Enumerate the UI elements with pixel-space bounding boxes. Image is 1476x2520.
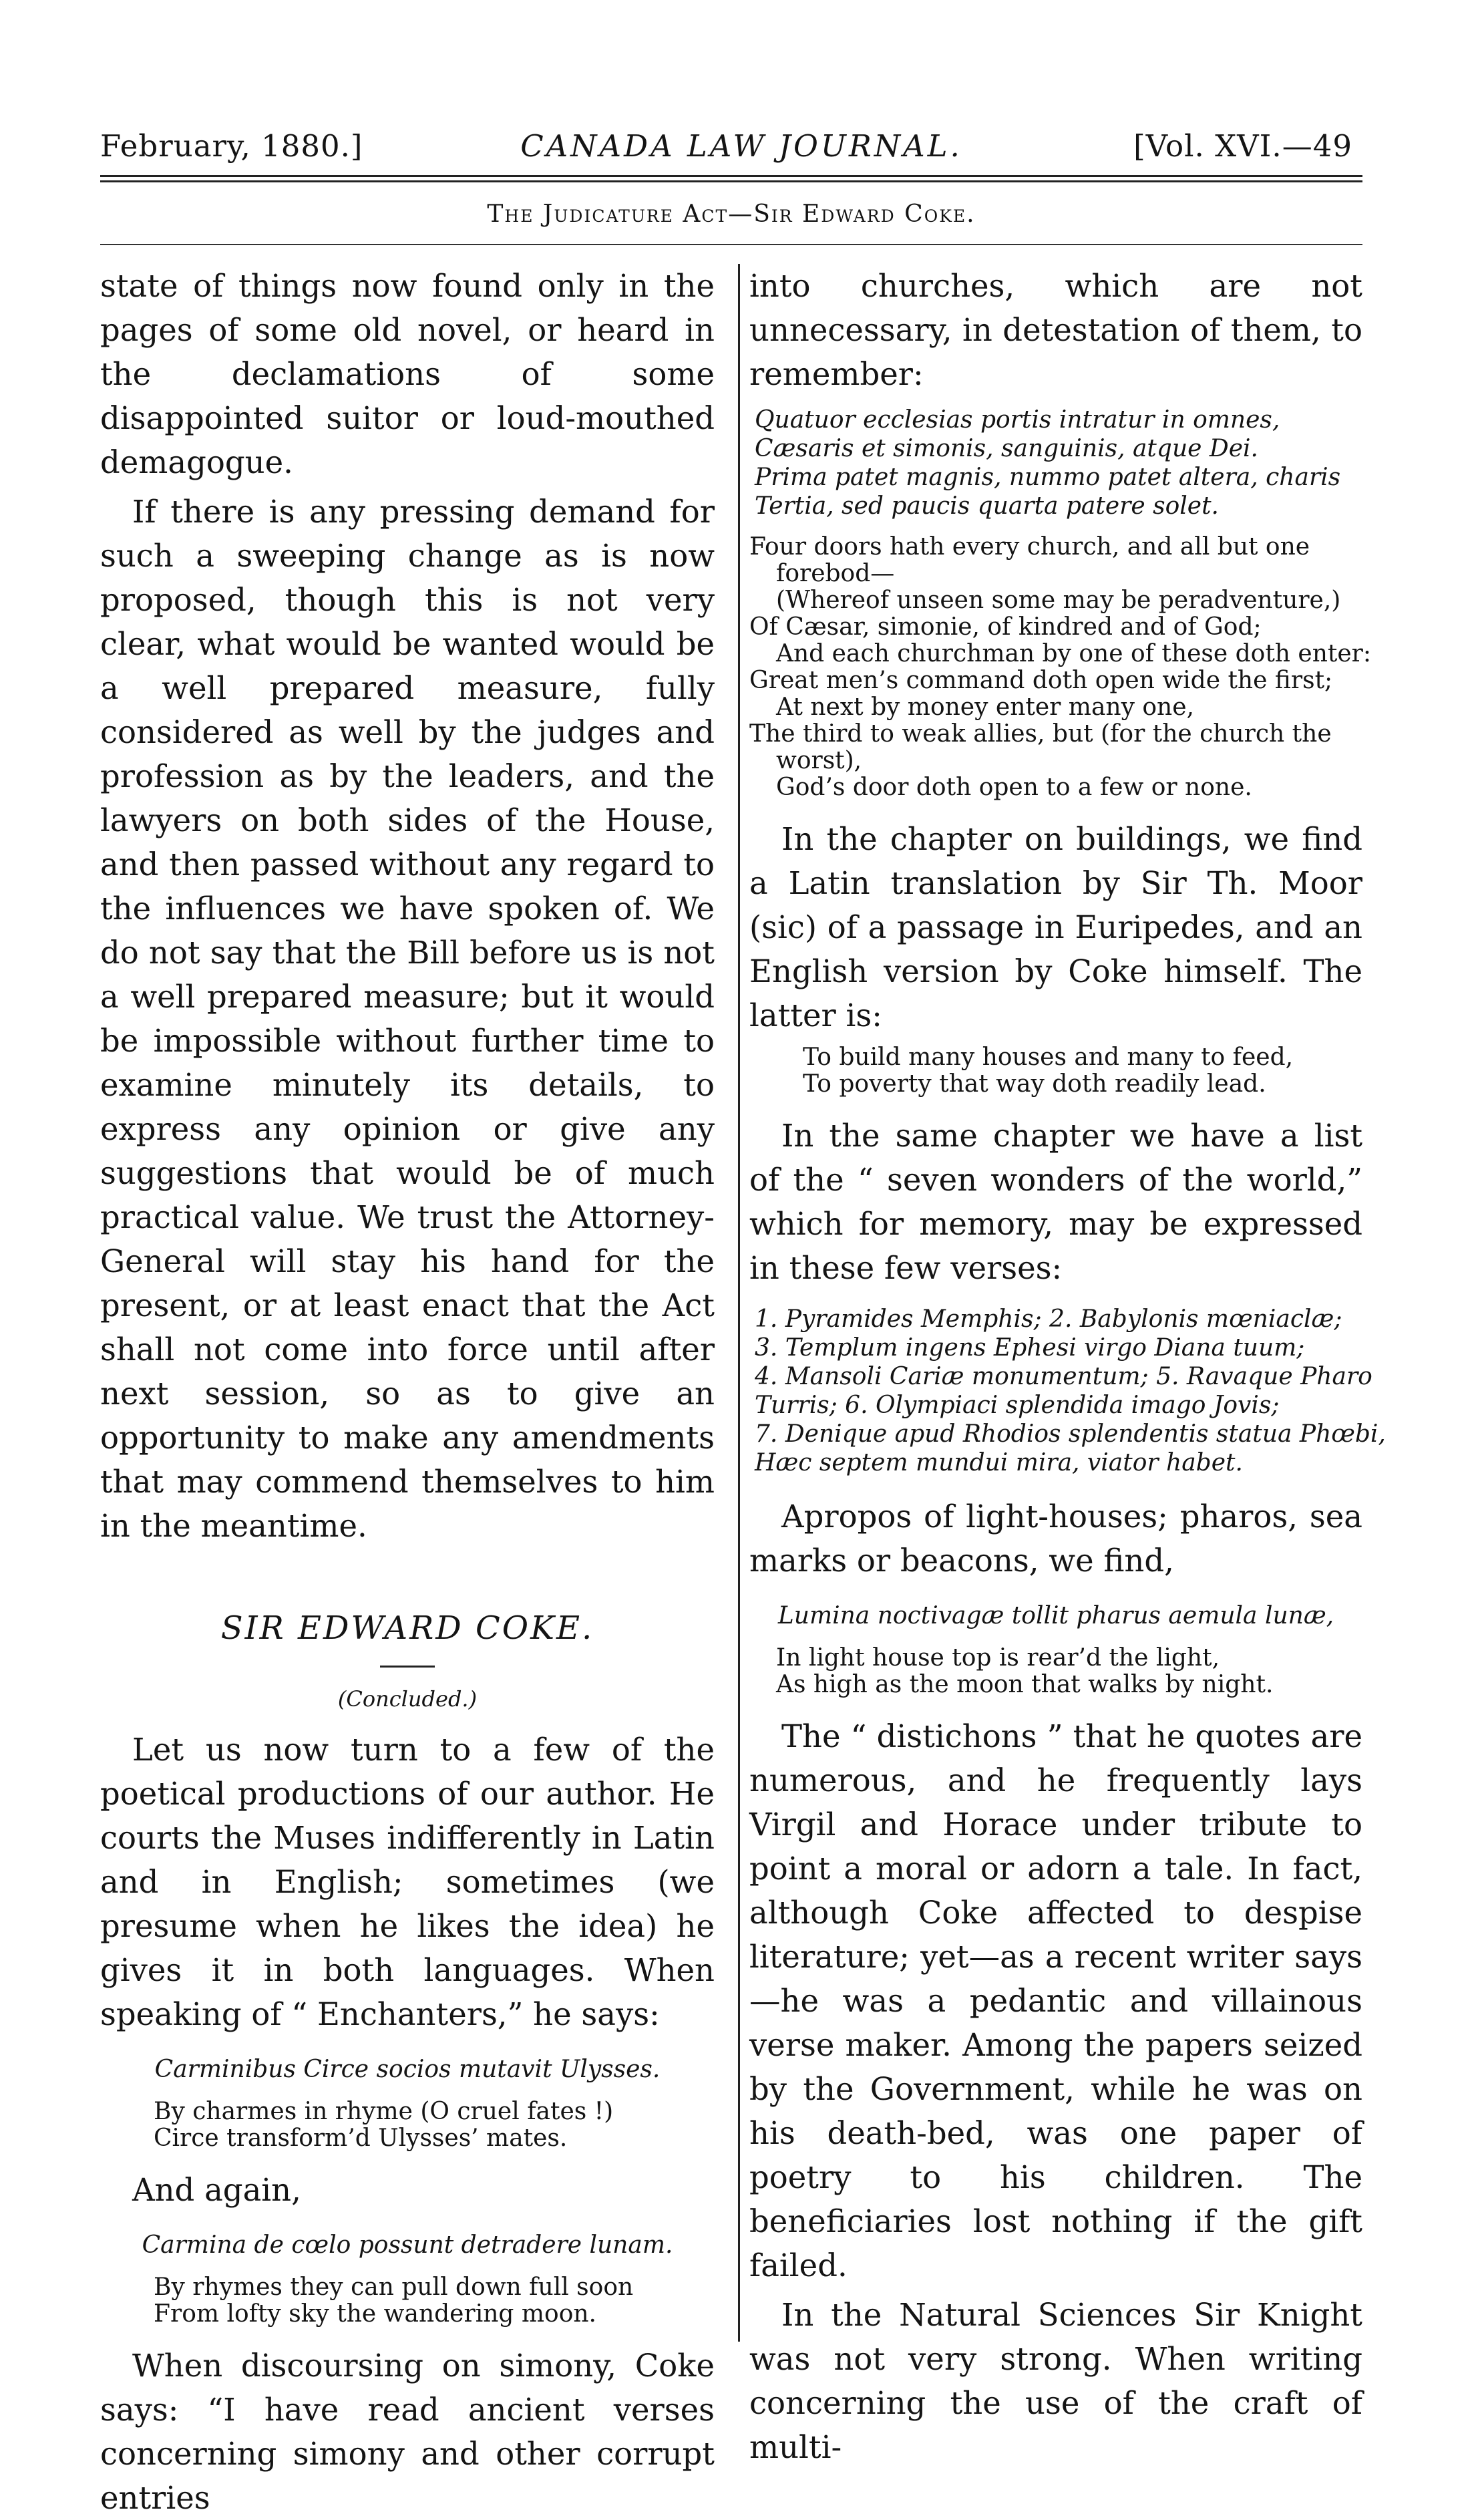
english-verse-light-house: In light house top is rear’d the light, As high as the moon that walks by night. [776,1644,1274,1698]
latin-quote-pharus: Lumina noctivagæ tollit pharus aemula lunæ, [777,1602,1334,1629]
header-rule-bottom [100,180,1362,182]
header-rule-top [100,175,1362,177]
concluded-note: (Concluded.) [337,1686,478,1712]
latin-verse-churches: Quatuor ecclesias portis intratur in omnes, Cæsaris et simonis, sanguinis, atque Dei. Prima patet magnis, nummo patet altera, charis Tertia, sed paucis quarta patere solet. [755,406,1341,520]
english-verse-houses: To build many houses and many to feed, To poverty that way doth readily lead. [803,1044,1294,1098]
paragraph-natural-sciences: In the Natural Sciences Sir Knight was not very strong. When writing concerning the use of the craft of multi- [749,2297,1362,2465]
paragraph-light-houses: Apropos of light-houses; pharos, sea marks or beacons, we find, [749,1499,1362,1579]
header-date: February, 1880.] [100,128,363,164]
paragraph-seven-wonders: In the same chapter we have a list of the “ seven wonders of the world,” which for memory, may be expressed in these few verses: [749,1118,1362,1286]
paragraph-judicature-act: If there is any pressing demand for such a sweeping change as is now proposed, though this is not very clear, what would be wanted would be a well prepared measure, fully considered as well by the judges and profession as by the leaders, and the lawyers on both sides of the House, and then passed without any regard to the influences we have spoken of. We do not say that the Bill before us is not a well prepared measure; but it would be impossible without further time to examine minutely its details, to express any opinion or give any suggestions that would be of much practical value. We trust the Attorney-General will stay his hand for the present, or at least enact that the Act shall not come into force until after next session, so as to give an opportunity to make any amendments that may commend themselves to him in the meantime. [100,494,715,1544]
subtitle-rule [100,244,1362,245]
left-column [100,264,715,2516]
column-divider [738,264,740,2342]
paragraph-and-again: And again, [132,2172,301,2208]
latin-quote-lunam: Carmina de cœlo possunt detradere lunam. [142,2231,673,2259]
section-title-rule [380,1666,435,1668]
paragraph-poetical-productions: Let us now turn to a few of the poetical productions of our author. He courts the Muses indifferently in Latin and in English; sometimes (we presume when he likes the idea) he gives it in both languages. When speaking of “ Enchanters,” he says: [100,1732,715,2032]
header-journal-title: CANADA LAW JOURNAL. [520,128,962,164]
latin-verse-seven-wonders: 1. Pyramides Memphis; 2. Babylonis mœniaclæ; 3. Templum ingens Ephesi virgo Diana tuum; 4. Mansoli Cariæ monumentum; 5. Ravaque Pharo Turris; 6. Olympiaci splendida imago Jovis; 7. Denique apud Rhodios splendentis statua Phœbi, Hæc septem mundui mira, viator habet. [755,1305,1386,1476]
paragraph-simony: When discoursing on simony, Coke says: “I have read ancient verses concerning simony and other corrupt entries [100,2348,715,2516]
english-verse-four-doors: Four doors hath every church, and all but one forebod— (Whereof unseen some may be peradventure,) Of Cæsar, simonie, of kindred and of God; And each churchman by one of these doth enter: Great men’s command doth open wide the first; At next by money enter many one, The third to weak allies, but (for the church the worst), God’s door doth open to a few or none. [749,533,1372,801]
running-subtitle: The Judicature Act—Sir Edward Coke. [487,200,976,228]
right-column [749,264,1386,2465]
english-verse-moon: By rhymes they can pull down full soon From lofty sky the wandering moon. [154,2273,634,2328]
english-verse-circe: By charmes in rhyme (O cruel fates !) Circe transform’d Ulysses’ mates. [154,2098,614,2152]
section-title: SIR EDWARD COKE. [220,1609,594,1647]
header-volume-page: [Vol. XVI.—49 [1133,128,1352,164]
paragraph-continued: state of things now found only in the pages of some old novel, or heard in the declamations of some disappointed suitor or loud-mouthed demagogue. [100,268,715,480]
latin-quote-circe: Carminibus Circe socios mutavit Ulysses. [154,2056,661,2083]
paragraph-distichons: The “ distichons ” that he quotes are numerous, and he frequently lays Virgil and Horace under tribute to point a moral or adorn a tale. In fact, although Coke affected to despise literature; yet—as a recent writer says—he was a pedantic and villainous verse maker. Among the papers seized by the Government, while he was on his death-bed, was one paper of poetry to his children. The beneficiaries lost nothing if the gift failed. [749,1718,1362,2283]
paragraph-buildings: In the chapter on buildings, we find a Latin translation by Sir Th. Moor (sic) of a passage in Euripedes, and an English version by Coke himself. The latter is: [749,821,1362,1034]
paragraph-churches: into churches, which are not unnecessary, in detestation of them, to remember: [749,268,1362,392]
